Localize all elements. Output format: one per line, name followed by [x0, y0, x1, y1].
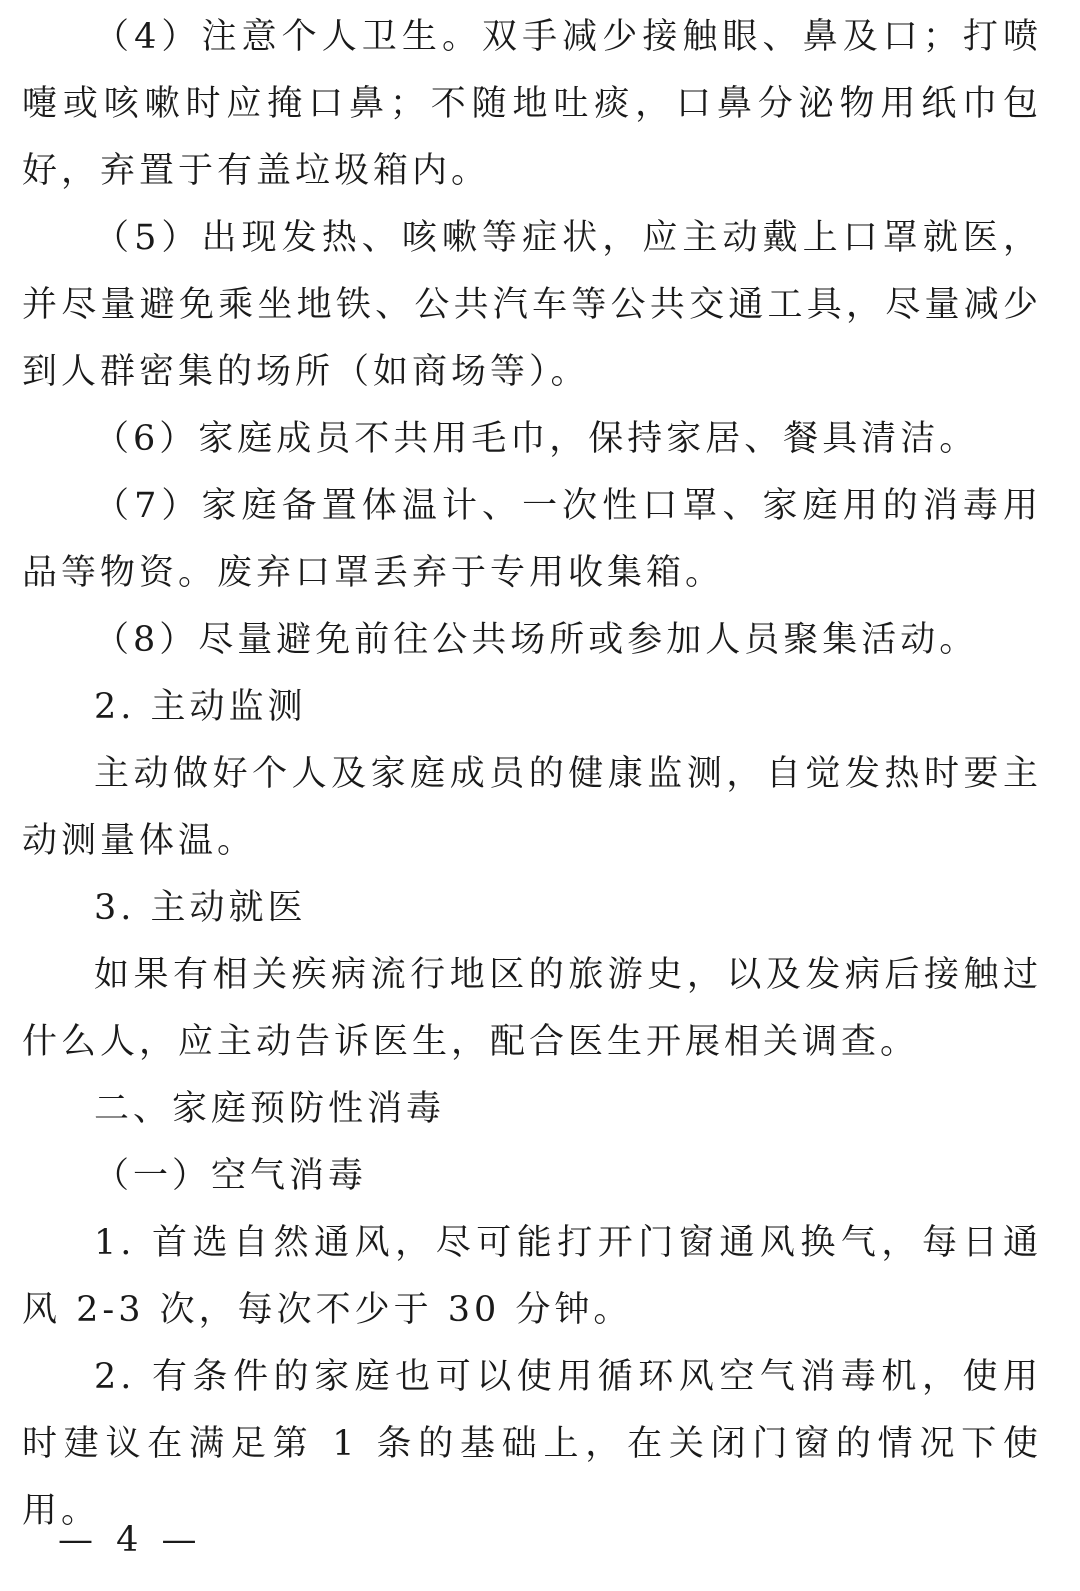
paragraph-item-5: （5）出现发热、咳嗽等症状，应主动戴上口罩就医，并尽量避免乘坐地铁、公共汽车等公共交通工具，尽量减少到人群密集的场所（如商场等）。 — [22, 218, 1042, 392]
heading-active-monitoring: 2. 主动监测 — [94, 687, 307, 727]
document-page — [22, 0, 1042, 1545]
paragraph-natural-ventilation: 1. 首选自然通风，尽可能打开门窗通风换气，每日通风 2-3 次，每次不少于 30 分钟。 — [22, 1223, 1042, 1330]
paragraph-item-8: （8）尽量避免前往公共场所或参加人员聚集活动。 — [94, 620, 979, 660]
paragraph-item-7: （7）家庭备置体温计、一次性口罩、家庭用的消毒用品等物资。废弃口罩丢弃于专用收集箱。 — [22, 486, 1042, 593]
heading-air-disinfection: （一）空气消毒 — [94, 1156, 368, 1196]
paragraph-air-disinfector: 2. 有条件的家庭也可以使用循环风空气消毒机，使用时建议在满足第 1 条的基础上，在关闭门窗的情况下使用。 — [22, 1357, 1042, 1531]
paragraph-monitoring: 主动做好个人及家庭成员的健康监测，自觉发热时要主动测量体温。 — [22, 754, 1042, 861]
paragraph-item-6: （6）家庭成员不共用毛巾，保持家居、餐具清洁。 — [94, 419, 979, 459]
heading-seek-medical-care: 3. 主动就医 — [94, 888, 307, 928]
page-number: — 4 — — [58, 1520, 203, 1560]
paragraph-medical-care: 如果有相关疾病流行地区的旅游史，以及发病后接触过什么人，应主动告诉医生，配合医生开展相关调查。 — [22, 955, 1042, 1062]
paragraph-item-4: （4）注意个人卫生。双手减少接触眼、鼻及口；打喷嚏或咳嗽时应掩口鼻；不随地吐痰，口鼻分泌物用纸巾包好，弃置于有盖垃圾箱内。 — [22, 17, 1042, 191]
heading-home-disinfection: 二、家庭预防性消毒 — [94, 1089, 446, 1129]
